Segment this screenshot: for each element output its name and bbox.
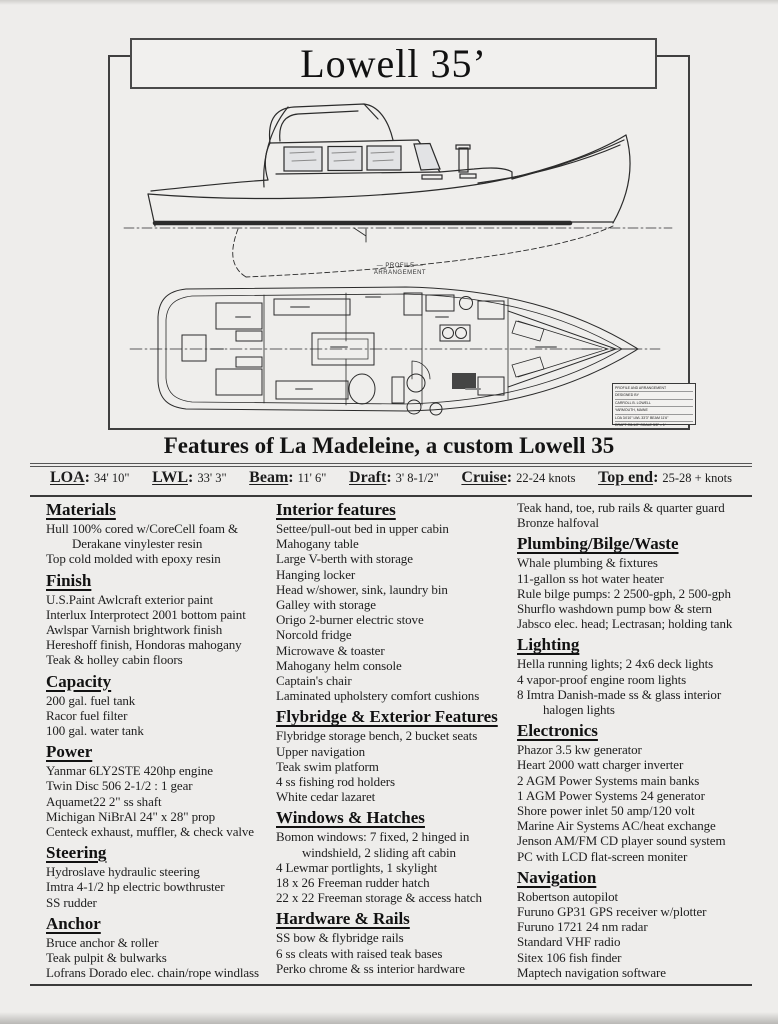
feature-item: White cedar lazaret xyxy=(276,789,376,805)
feature-item: Furuno 1721 24 nm radar xyxy=(517,919,648,935)
feature-item: Twin Disc 506 2-1/2 : 1 gear xyxy=(46,778,193,794)
feature-item: 200 gal. fuel tank xyxy=(46,692,136,708)
feature-item: Aquamet22 2" ss shaft xyxy=(46,793,162,809)
feature-item: 4 vapor-proof engine room lights xyxy=(517,671,687,687)
feature-item: Top cold molded with epoxy resin xyxy=(46,551,221,567)
feature-item: SS rudder xyxy=(46,894,97,910)
feature-item: Phazor 3.5 kw generator xyxy=(517,742,642,758)
feature-item: 4 Lewmar portlights, 1 skylight xyxy=(276,859,438,875)
feature-item: Hereshoff finish, Hondoras mahogany xyxy=(46,637,242,653)
spec-item xyxy=(249,469,326,487)
feature-item: Robertson autopilot xyxy=(517,888,619,904)
boat-model-title-box xyxy=(130,38,657,89)
feature-item: Sitex 106 fish finder xyxy=(517,949,622,965)
feature-item: Captain's chair xyxy=(276,673,352,689)
section-heading: Flybridge & Exterior Features xyxy=(276,707,498,727)
boat-drawings-panel xyxy=(108,41,690,430)
spec-item xyxy=(461,469,575,487)
section-heading: Interior features xyxy=(276,500,396,519)
section-heading: Hardware & Rails xyxy=(276,909,410,929)
spec-bar-bottom-rule xyxy=(30,495,752,497)
profile-arrangement-caption xyxy=(340,263,460,277)
drawing-title-block xyxy=(612,383,696,428)
feature-item: Hydroslave hydraulic steering xyxy=(46,864,200,880)
feature-item: Large V-berth with storage xyxy=(276,551,413,567)
section-heading: Lighting xyxy=(517,635,580,655)
feature-item: Standard VHF radio xyxy=(517,934,621,950)
feature-item: Hella running lights; 2 4x6 deck lights xyxy=(517,656,714,672)
feature-item: Jabsco elec. head; Lectrasan; holding tank xyxy=(517,616,733,632)
spec-value: 22-24 knots xyxy=(516,471,576,485)
feature-item: Teak swim platform xyxy=(276,758,379,774)
feature-item: Interlux Interprotect 2001 bottom paint xyxy=(46,606,246,622)
feature-column-right xyxy=(517,500,760,980)
feature-item: Michigan NiBrAl 24" x 28" prop xyxy=(46,808,216,824)
feature-item: Microwave & toaster xyxy=(276,642,385,658)
feature-item: Yanmar 6LY2STE 420hp engine xyxy=(46,763,213,779)
spec-item xyxy=(598,469,732,487)
feature-item: Racor fuel filter xyxy=(46,707,128,723)
spec-label: Top end xyxy=(598,469,654,486)
scan-artifact-bottom xyxy=(0,1012,778,1024)
boat-profile-drawing xyxy=(118,95,678,280)
feature-item: 11-gallon ss hot water heater xyxy=(517,570,664,586)
feature-item: 100 gal. water tank xyxy=(46,723,144,739)
feature-item: Norcold fridge xyxy=(276,627,352,643)
spec-label: LWL xyxy=(152,469,188,486)
feature-item: Mahogany table xyxy=(276,536,359,552)
spec-value: 25-28 + knots xyxy=(662,471,732,485)
section-heading: Capacity xyxy=(46,671,112,691)
feature-item: 4 ss fishing rod holders xyxy=(276,774,395,790)
feature-item: Marine Air Systems AC/heat exchange xyxy=(517,818,716,834)
feature-item: PC with LCD flat-screen moniter xyxy=(517,848,688,864)
spec-item xyxy=(50,469,129,487)
feature-item: Lofrans Dorado elec. chain/rope windlass xyxy=(46,965,259,981)
feature-item: 22 x 22 Freeman storage & access hatch xyxy=(276,890,482,906)
spec-bar-top-rule xyxy=(30,463,752,467)
feature-item: 2 AGM Power Systems main banks xyxy=(517,772,700,788)
feature-item: Head w/shower, sink, laundry bin xyxy=(276,581,448,597)
feature-item: Laminated upholstery comfort cushions xyxy=(276,688,480,704)
caption-line-1: — PROFILE — xyxy=(376,263,424,269)
section-heading: Steering xyxy=(46,843,107,863)
title-block-line: LOA 34'10" LWL 33'3" BEAM 11'6" xyxy=(615,415,693,422)
feature-item: Upper navigation xyxy=(276,743,366,759)
feature-item: Mahogany helm console xyxy=(276,657,402,673)
spec-value: 34' 10" xyxy=(94,471,130,485)
feature-item: Jenson AM/FM CD player sound system xyxy=(517,833,726,849)
spec-label: Draft xyxy=(349,469,387,486)
spec-value: 33' 3" xyxy=(197,471,227,485)
spec-item xyxy=(349,469,439,487)
title-block-line: DESIGNED BY xyxy=(615,392,693,399)
section-heading: Anchor xyxy=(46,913,101,933)
feature-item: Settee/pull-out bed in upper cabin xyxy=(276,521,449,536)
feature-item: Origo 2-burner electric stove xyxy=(276,612,424,628)
feature-item: Hull 100% cored w/CoreCell foam & Derakane vinylester resin xyxy=(46,521,239,552)
feature-item: Heart 2000 watt charger inverter xyxy=(517,757,684,773)
feature-item: Rule bilge pumps: 2 2500-gph, 2 500-gph xyxy=(517,585,731,601)
feature-item: Imtra 4-1/2 hp electric bowthruster xyxy=(46,879,225,895)
feature-item: Teak hand, toe, rub rails & quarter guard xyxy=(517,500,725,515)
feature-columns xyxy=(46,500,760,980)
section-heading: Power xyxy=(46,742,93,762)
feature-item: SS bow & flybridge rails xyxy=(276,930,404,946)
title-block-line: CARROLL B. LOWELL xyxy=(615,400,693,407)
spec-bar xyxy=(34,469,748,493)
feature-item: Hanging locker xyxy=(276,566,356,582)
spec-separator: : xyxy=(288,469,298,486)
title-block-line: PROFILE AND ARRANGEMENT xyxy=(615,385,693,392)
feature-item: Perko chrome & ss interior hardware xyxy=(276,960,465,976)
feature-item: Shore power inlet 50 amp/120 volt xyxy=(517,803,695,819)
spec-label: Beam xyxy=(249,469,289,486)
section-heading: Materials xyxy=(46,500,116,519)
feature-item: Furuno GP31 GPS receiver w/plotter xyxy=(517,904,707,920)
feature-item: 6 ss cleats with raised teak bases xyxy=(276,945,443,961)
spec-separator: : xyxy=(506,469,517,486)
feature-column-middle xyxy=(276,500,510,980)
feature-item: Centeck exhaust, muffler, & check valve xyxy=(46,824,254,840)
scan-artifact-top xyxy=(0,0,778,5)
boat-arrangement-drawing xyxy=(116,277,668,422)
feature-column-left xyxy=(46,500,270,980)
feature-item: 1 AGM Power Systems 24 generator xyxy=(517,787,705,803)
spec-item xyxy=(152,469,226,487)
spec-separator: : xyxy=(187,469,198,486)
title-block-line: YARMOUTH, MAINE xyxy=(615,407,693,414)
section-heading: Plumbing/Bilge/Waste xyxy=(517,534,679,554)
feature-item: Galley with storage xyxy=(276,597,376,613)
feature-item: Flybridge storage bench, 2 bucket seats xyxy=(276,728,478,744)
spec-separator: : xyxy=(653,469,663,486)
spec-label: LOA xyxy=(50,469,85,486)
features-heading: Features of La Madeleine, a custom Lowell 35 xyxy=(163,433,615,458)
feature-item: 8 Imtra Danish-made ss & glass interior halogen lights xyxy=(517,686,722,718)
feature-item: Whale plumbing & fixtures xyxy=(517,555,658,571)
caption-line-2: ARRANGEMENT xyxy=(373,270,427,276)
feature-item: Teak & holley cabin floors xyxy=(46,652,183,668)
spec-separator: : xyxy=(386,469,396,486)
feature-item: Maptech navigation software xyxy=(517,964,666,980)
page-bottom-rule xyxy=(30,984,752,986)
feature-item: Awlspar Varnish brightwork finish xyxy=(46,622,223,638)
title-block-line: DRAFT 3'8-1/2" SCALE 3/8" = 1' xyxy=(615,423,666,428)
feature-item: U.S.Paint Awlcraft exterior paint xyxy=(46,591,213,607)
boat-model-title: Lowell 35’ xyxy=(300,41,487,86)
spec-label: Cruise xyxy=(461,469,507,486)
spec-value: 11' 6" xyxy=(297,471,327,485)
feature-item: Bronze halfoval xyxy=(517,515,599,531)
feature-item: Bruce anchor & roller xyxy=(46,934,159,950)
section-heading: Electronics xyxy=(517,721,598,741)
spec-value: 3' 8-1/2" xyxy=(395,471,439,485)
feature-item: Shurflo washdown pump bow & stern xyxy=(517,601,712,617)
feature-item: 18 x 26 Freeman rudder hatch xyxy=(276,875,430,891)
section-heading: Navigation xyxy=(517,867,597,887)
feature-item: Bomon windows: 7 fixed, 2 hinged in windshield, 2 sliding aft cabin xyxy=(276,829,470,860)
section-heading: Finish xyxy=(46,570,92,590)
spec-separator: : xyxy=(84,469,94,486)
section-heading: Windows & Hatches xyxy=(276,808,425,828)
feature-item: Teak pulpit & bulwarks xyxy=(46,950,167,966)
